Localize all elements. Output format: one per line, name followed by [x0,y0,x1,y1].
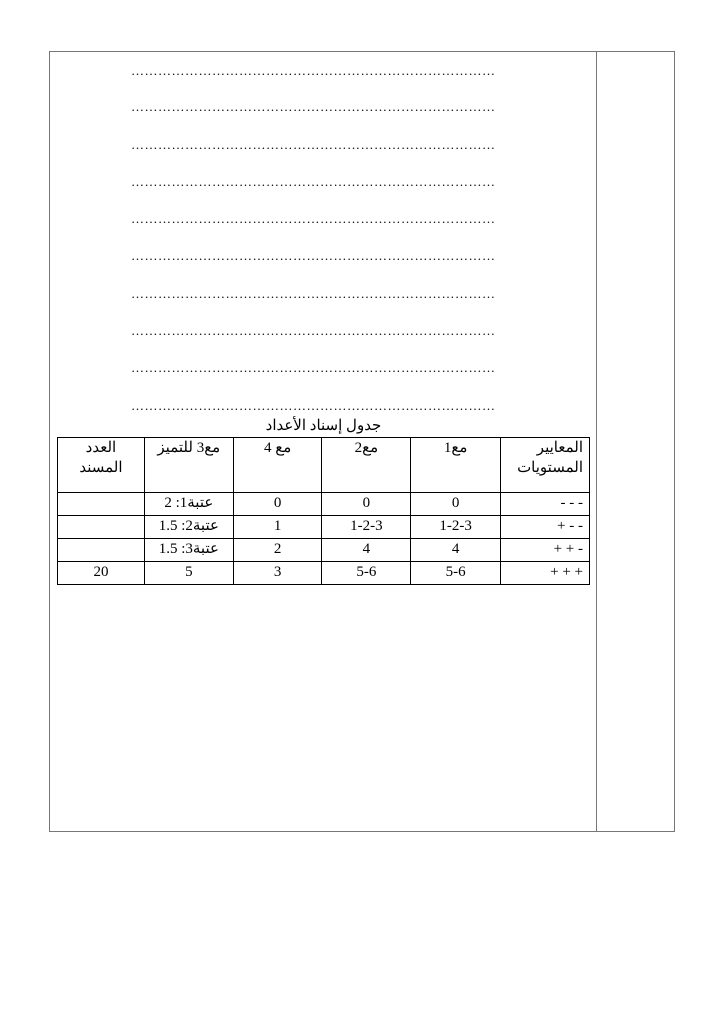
m1-cell: 0 [451,495,460,511]
table-header-row [58,438,590,493]
total-cell [58,516,145,539]
m4-cell: 3 [273,564,282,580]
dotted-answer-line: ……………………………………………………………………… [131,399,496,413]
m2-cell: 5-6 [356,564,377,580]
table-row [58,539,590,562]
dotted-answer-line: ……………………………………………………………………… [131,361,496,375]
table-caption: جدول إسناد الأعداد [265,418,382,434]
total-cell: 20 [93,564,109,580]
m1-cell: 4 [451,541,460,557]
dotted-answer-line: ……………………………………………………………………… [131,64,496,78]
table-row [58,493,590,516]
dotted-answer-line: ……………………………………………………………………… [131,175,496,189]
dotted-answer-line: ……………………………………………………………………… [131,138,496,152]
header-m2: مع2 [322,438,411,493]
m4-cell: 0 [273,495,282,511]
dotted-answer-line: ……………………………………………………………………… [131,249,496,263]
level-cell: + - - [557,518,583,534]
m1-cell: 1-2-3 [439,518,472,534]
level-cell: - - - [560,495,583,511]
table-row [58,516,590,539]
m4-cell: 2 [273,541,282,557]
header-m3: مع3 للتميز [144,438,233,493]
header-criteria: المعايير [536,440,583,456]
m2-cell: 0 [362,495,371,511]
header-criteria-levels [501,438,590,493]
table-row [58,562,590,585]
m3-cell: عتبة3: 1.5 [144,539,233,562]
dotted-answer-line: ……………………………………………………………………… [131,212,496,226]
header-total: العدد المسند [58,438,145,493]
m3-cell: عتبة1: 2 [144,493,233,516]
header-levels: المستويات [517,460,583,476]
m3-cell: 5 [144,562,233,585]
m2-cell: 4 [362,541,371,557]
level-cell: + + - [553,541,583,557]
total-cell [58,539,145,562]
m1-cell: 5-6 [445,564,466,580]
header-m1: مع1 [411,438,501,493]
dotted-answer-line: ……………………………………………………………………… [131,100,496,114]
header-m4: مع 4 [233,438,322,493]
dotted-answer-line: ……………………………………………………………………… [131,324,496,338]
m4-cell: 1 [273,518,282,534]
page-frame [49,51,675,832]
level-cell: + + + [550,564,583,580]
total-cell [58,493,145,516]
grade-allocation-table [57,437,590,585]
margin-divider [596,52,597,831]
m2-cell: 1-2-3 [350,518,383,534]
m3-cell: عتبة2: 1.5 [144,516,233,539]
dotted-answer-line: ……………………………………………………………………… [131,287,496,301]
